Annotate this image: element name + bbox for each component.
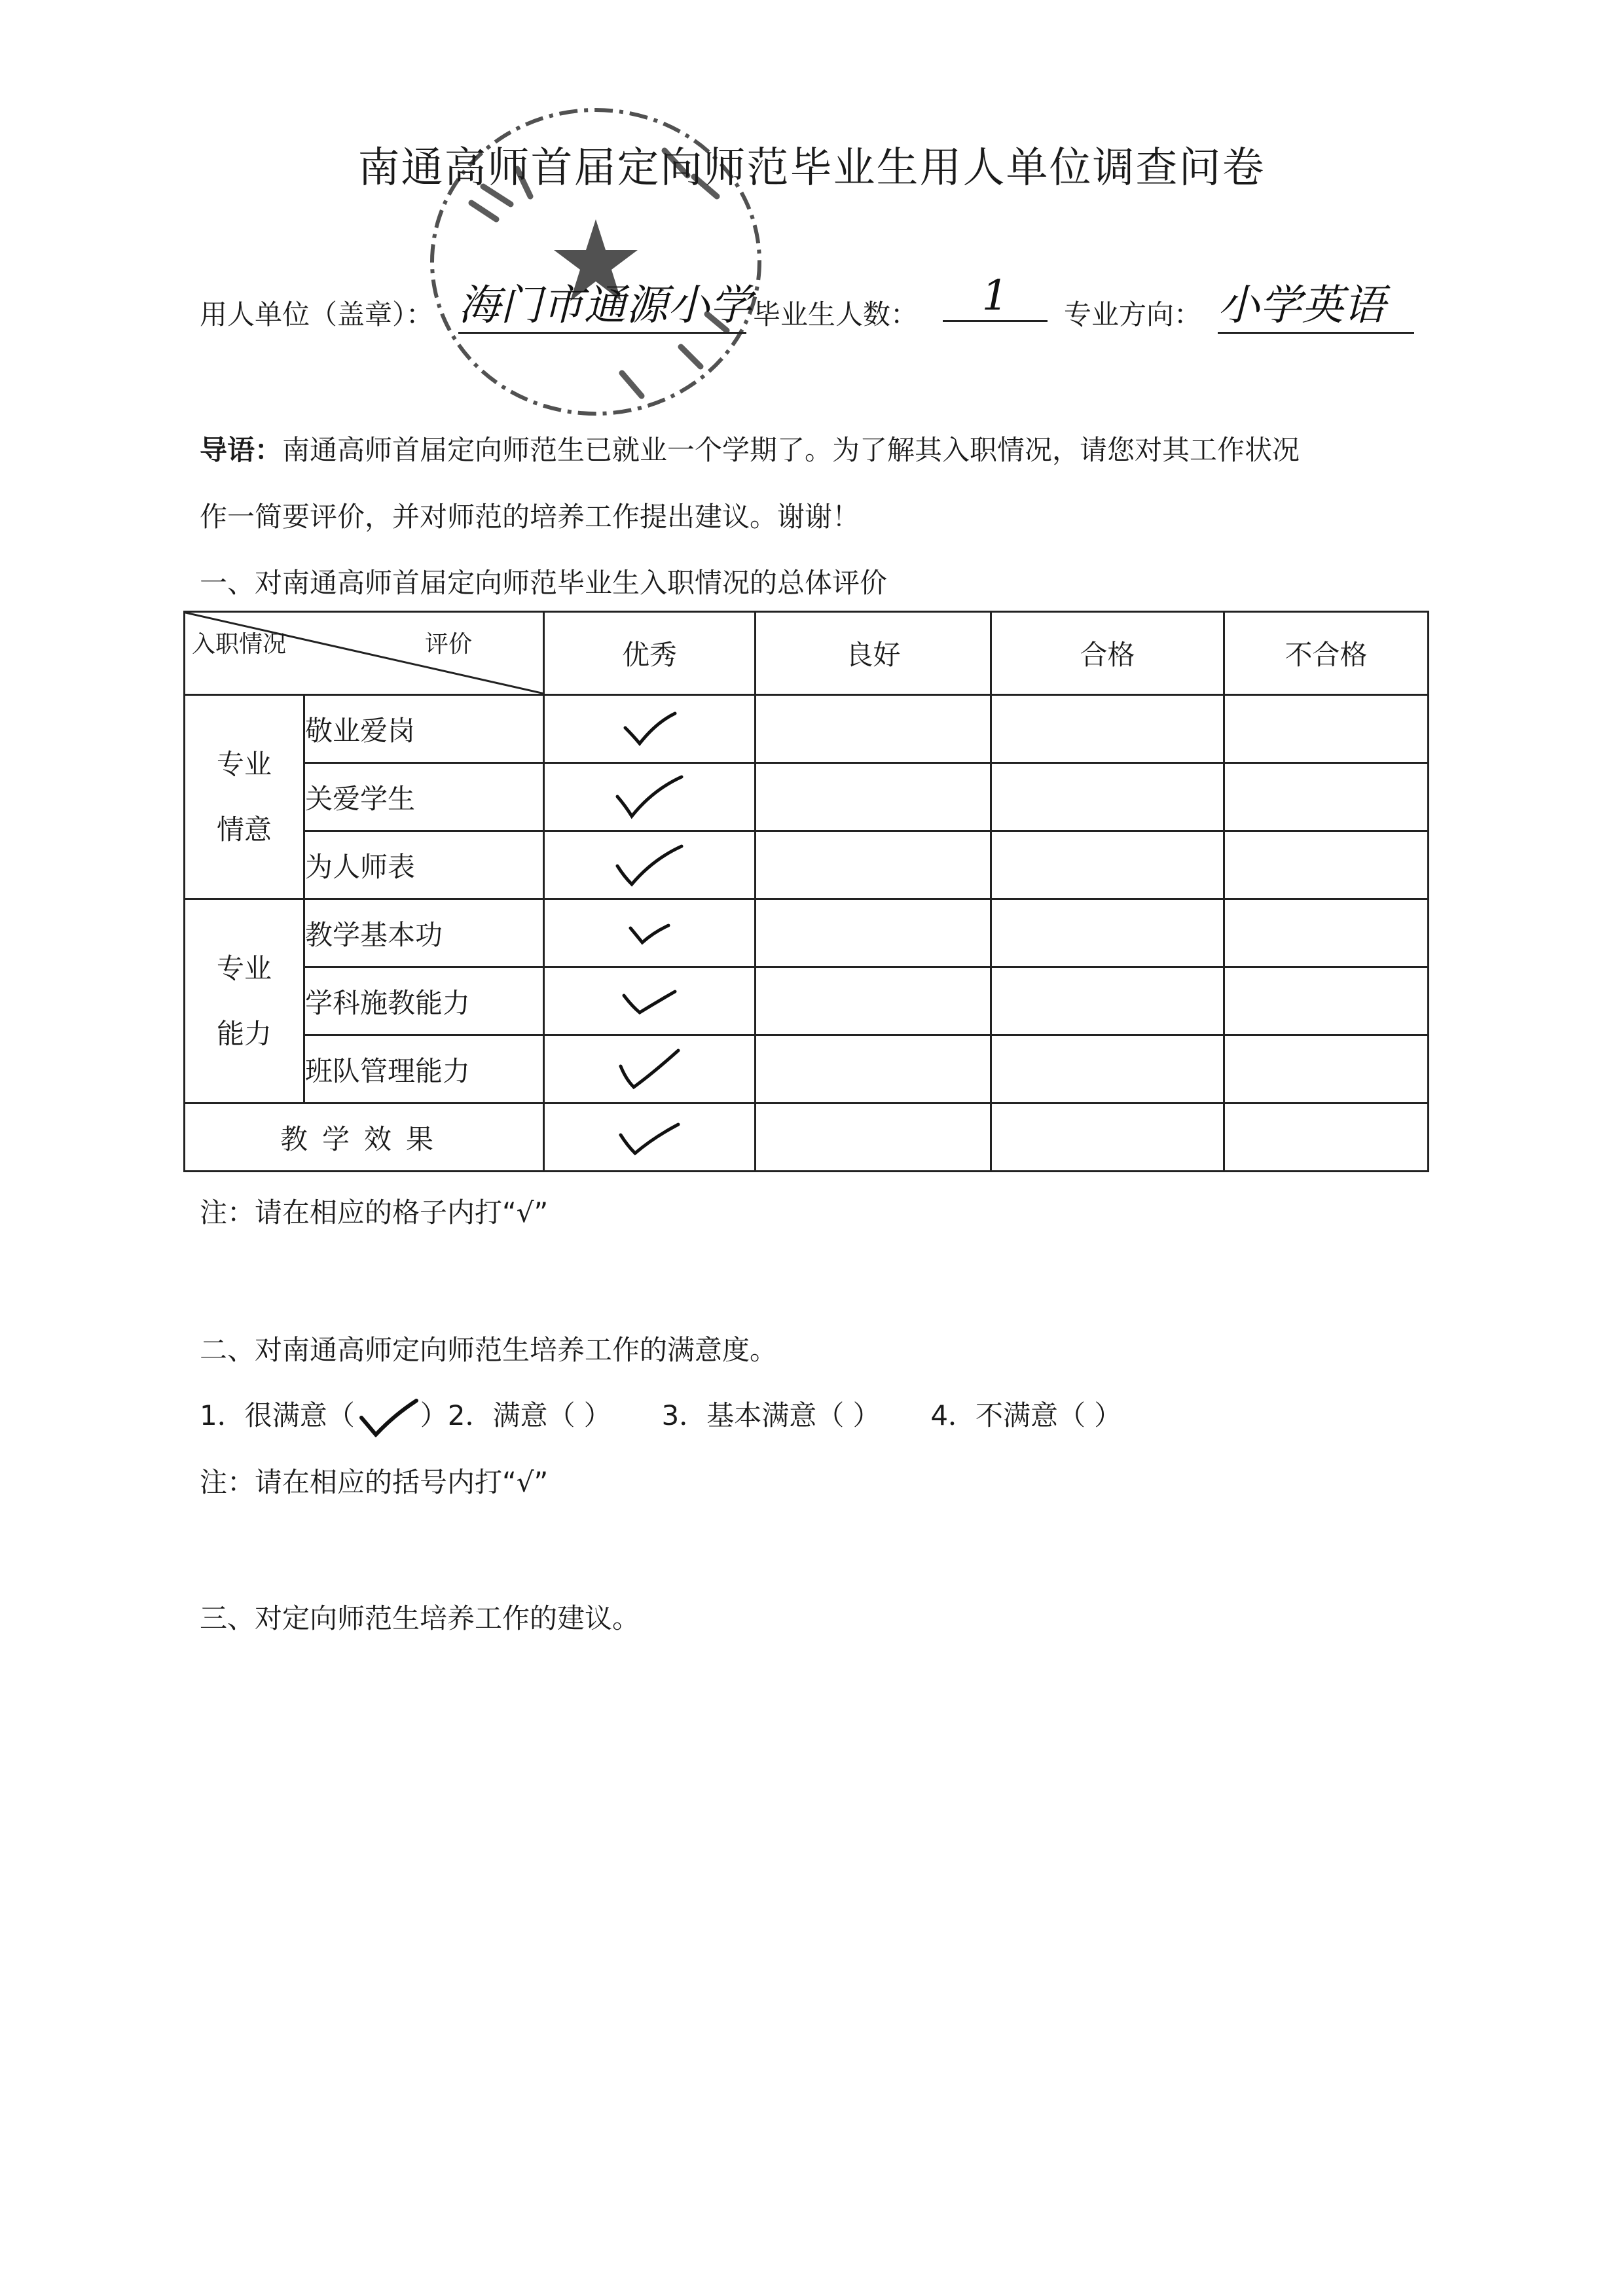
checkmark-icon: [617, 1118, 682, 1157]
intro-lead: 导语：: [200, 434, 283, 466]
total-row-label: 教学效果: [185, 1103, 544, 1172]
empty-cell[interactable]: [991, 695, 1224, 763]
group-label: [185, 899, 304, 1103]
table-row: [185, 1103, 1429, 1172]
column-header: 优秀: [544, 612, 756, 695]
check-cell[interactable]: [544, 831, 756, 899]
checkmark-icon: [613, 842, 685, 888]
checkmark-icon: [355, 1398, 420, 1437]
empty-cell[interactable]: [756, 1103, 991, 1172]
intro-line-2: 作一简要评价，并对师范的培养工作提出建议。谢谢！: [200, 501, 860, 533]
corner-left-label: 入职情况: [192, 631, 287, 658]
empty-cell[interactable]: [991, 1035, 1224, 1103]
item-label: 班队管理能力: [304, 1035, 544, 1103]
table-row: [185, 763, 1429, 831]
checkmark-icon: [627, 920, 672, 946]
empty-cell[interactable]: [991, 1103, 1224, 1172]
section2-heading: 二、对南通高师定向师范生培养工作的满意度。: [200, 1334, 778, 1366]
column-header: 合格: [991, 612, 1224, 695]
unit-label: 用人单位（盖章）：: [200, 298, 434, 331]
option-very-satisfied[interactable]: 1．很满意（: [200, 1399, 355, 1431]
table-row: [185, 1035, 1429, 1103]
empty-cell[interactable]: [991, 899, 1224, 967]
empty-cell[interactable]: [756, 967, 991, 1035]
empty-cell[interactable]: [991, 831, 1224, 899]
item-label: 敬业爱岗: [304, 695, 544, 763]
item-label: 教学基本功: [304, 899, 544, 967]
column-header: 良好: [756, 612, 991, 695]
checkmark-icon: [620, 986, 679, 1016]
section2-note: 注：请在相应的括号内打“√”: [200, 1466, 549, 1498]
empty-cell[interactable]: [756, 899, 991, 967]
group-label-line: 情意: [216, 813, 272, 846]
table-row: [185, 899, 1429, 967]
option-basically-satisfied[interactable]: 3．基本满意（ ）: [661, 1399, 881, 1431]
table-header-row: [185, 612, 1429, 695]
empty-cell[interactable]: [1224, 899, 1429, 967]
checkmark-icon: [617, 1047, 682, 1092]
check-cell[interactable]: [544, 899, 756, 967]
empty-cell[interactable]: [756, 695, 991, 763]
check-cell[interactable]: [544, 1103, 756, 1172]
empty-cell[interactable]: [1224, 1035, 1429, 1103]
column-header: 不合格: [1224, 612, 1429, 695]
satisfaction-options: [200, 1394, 1122, 1437]
item-label: 为人师表: [304, 831, 544, 899]
empty-cell[interactable]: [1224, 967, 1429, 1035]
unit-value: 海门市通源小学: [458, 272, 746, 334]
checkmark-icon: [613, 774, 685, 820]
group-label-line: 能力: [216, 1017, 272, 1050]
option-satisfied[interactable]: ）2．满意（ ）: [420, 1399, 611, 1431]
table-row: [185, 967, 1429, 1035]
empty-cell[interactable]: [991, 967, 1224, 1035]
empty-cell[interactable]: [756, 1035, 991, 1103]
section1-note: 注：请在相应的格子内打“√”: [200, 1196, 549, 1229]
check-cell[interactable]: [544, 763, 756, 831]
check-cell[interactable]: [544, 1035, 756, 1103]
item-label: 关爱学生: [304, 763, 544, 831]
page-title: 南通高师首届定向师范毕业生用人单位调查问卷: [357, 144, 1266, 192]
group-label-line: 专业: [216, 952, 272, 984]
group-label-line: 专业: [216, 747, 272, 780]
graduate-count-value: 1: [943, 272, 1048, 322]
check-cell[interactable]: [544, 695, 756, 763]
graduate-count-label: 毕业生人数：: [753, 298, 919, 331]
section1-heading: 一、对南通高师首届定向师范毕业生入职情况的总体评价: [200, 567, 888, 599]
empty-cell[interactable]: [1224, 695, 1429, 763]
item-label: 学科施教能力: [304, 967, 544, 1035]
empty-cell[interactable]: [991, 763, 1224, 831]
empty-cell[interactable]: [1224, 1103, 1429, 1172]
table-row: [185, 831, 1429, 899]
section3-heading: 三、对定向师范生培养工作的建议。: [200, 1602, 640, 1634]
empty-cell[interactable]: [756, 831, 991, 899]
empty-cell[interactable]: [1224, 763, 1429, 831]
intro-line-1: [200, 429, 1300, 468]
major-label: 专业方向：: [1064, 298, 1202, 331]
table-row: [185, 695, 1429, 763]
option-unsatisfied[interactable]: 4．不满意（ ）: [930, 1399, 1122, 1431]
intro-text-1: 南通高师首届定向师范生已就业一个学期了。为了解其入职情况，请您对其工作状况: [282, 434, 1300, 466]
corner-right-label: 评价: [424, 631, 472, 658]
empty-cell[interactable]: [756, 763, 991, 831]
check-cell[interactable]: [544, 967, 756, 1035]
evaluation-table: [183, 611, 1429, 1172]
checkmark-icon: [620, 709, 679, 749]
major-value: 小学英语: [1218, 272, 1414, 334]
group-label: [185, 695, 304, 899]
corner-cell: [185, 612, 544, 695]
empty-cell[interactable]: [1224, 831, 1429, 899]
